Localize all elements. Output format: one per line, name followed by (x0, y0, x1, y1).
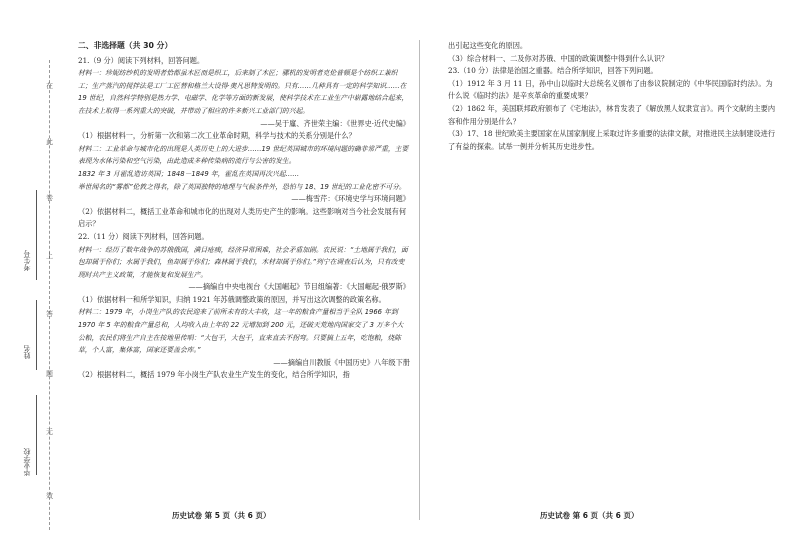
field-exam-number: 考生号 (23, 250, 31, 271)
seal-char: 答 (46, 310, 53, 318)
seal-char: 在 (46, 82, 53, 90)
seal-char: 效 (46, 492, 53, 500)
seal-char: 此 (46, 138, 53, 146)
page-5-footer: 历史试卷 第 5 页（共 6 页） (172, 511, 271, 520)
q22-material-2: 材料二：1979 年，小岗生产队的农民迎来了前所未有的大丰收，这一年的粮食产量相当于全队 1966 年到 1970 年 5 年的粮食产量总和，人均收入由上年的 22 元增加到 200 元，还破天荒地向国家交了 3 万多个大公粮，农民们将生产自主在按地里传唱：“大包干，大包干，直来直去不拐弯。只要搞上五年，吃饱粮，烧陈草，个人富，集体富，国家还要盖会库。” (78, 308, 404, 355)
field-school: 毕业学校 (23, 448, 31, 476)
page-6-column (448, 40, 778, 153)
seal-char: 上 (46, 252, 53, 260)
field-name: 姓名 (23, 345, 31, 359)
page-6-footer: 历史试卷 第 6 页（共 6 页） (540, 511, 639, 520)
section-title: 二、非选择题（共 30 分） (78, 41, 173, 50)
q22-stem: 22.（11 分）阅读下列材料，回答问题。 (78, 231, 209, 241)
q21-material-2-source: ——梅雪芹：《环境史学与环境问题》 (291, 194, 410, 204)
q21-stem: 21.（9 分）阅读下列材料，回答问题。 (78, 55, 205, 65)
field-underline (36, 190, 37, 280)
q22-question-1: （1）依据材料一和所学知识，归纳 1921 年苏俄调整政策的原因，并写出这次调整的政策名称。 (78, 294, 386, 304)
q21-material-1-source: ——吴于廑、齐世荣主编：《世界史·近代史编》 (260, 118, 410, 128)
q22-question-2-continued: 出引起这些变化的原因。 (448, 41, 528, 50)
seal-char: 卷 (46, 194, 53, 202)
q23-stem: 23.（10 分）法律是治国之重器。结合所学知识，回答下列问题。 (448, 66, 658, 76)
seal-dash-line (49, 60, 50, 530)
q22-material-2-source: ——摘编自川教版《中国历史》八年级下册 (273, 357, 410, 367)
q23-question-3: （3）17、18 世纪欧美主要国家在从国家制度上采取过许多重要的法律文献，对推进民主法制建设进行了有益的探索。试举一例并分析其历史进步性。 (448, 129, 776, 151)
q21-question-2: （2）依据材料二，概括工业革命和城市化的出现对人类历史产生的影响。这些影响对当今社会发展有何启示？ (78, 206, 407, 229)
q23-question-1: （1）1912 年 3 月 11 日，孙中山以临时大总统名义颁布了由参议院制定的《中华民国临时约法》。为什么说《临时约法》是辛亥革命的重要成果？ (448, 78, 773, 101)
column-divider (419, 40, 420, 520)
q21-material-2a: 材料二：工业革命与城市化的出现是人类历史上的大进步……19 世纪英国城市的环境问题的确非常严重，主要表现为水体污染和空气污染，由此造成多种传染病的流行与公害的发生。 (78, 144, 409, 166)
q22-question-3: （3）综合材料一、二及你对苏俄、中国的政策调整中得到什么认识？ (448, 53, 669, 63)
q22-material-1-source: ——摘编自中央电视台《大国崛起》节目组编著：《大国崛起·俄罗斯》 (188, 282, 410, 292)
binding-margin (0, 0, 70, 560)
q21-question-1: （1）根据材料一，分析第一次和第二次工业革命时期，科学与技术的关系分别是什么？ (78, 131, 356, 141)
q23-question-2: （2）1862 年，美国联邦政府颁布了《宅地法》，林肯发表了《解放黑人奴隶宣言》。两个文献的主要内容和作用分别是什么？ (448, 103, 776, 126)
q21-material-1: 材料一：珍妮纺纱机的发明者恰都虽木匠而是织工，后来制了木匠；骡机的发明者克伦普顿是个纺织工兼织工；生产蒸汽的搅拌法是工厂工匠替和格兰大设得·奥凡思特发明的。只有……几种具有一定的科学知识……在 19 世纪，自然科学特别是热力学、电磁学、化学等方面的新发展，使科学技术在工业生产中崭露地结合起来，在技术上取得一系列重大的突破，并带动了相应的许多新兴工业部门的兴起。 (78, 69, 409, 115)
q22-material-1: 材料一：经历了数年战争的苏俄俄国，满目疮痍，经济异常困难，社会矛盾加剧。农民说：“土地属于我们，面包却属于你们；水属于我们，鱼却属于你们；森林属于我们，木材却属于你们。”列宁在调查后认为，只有改变现时共产主义政策，才能恢复和发展生产。 (78, 245, 408, 279)
field-underline (36, 300, 37, 370)
seal-char: 题 (46, 370, 53, 378)
q21-material-2b: 1832 年 3 月霍乱造访英国；1848－1849 年，霍乱在英国再次兴起…… (78, 169, 300, 178)
field-underline (36, 395, 37, 475)
page-5-column (78, 40, 410, 382)
q22-question-2: （2）根据材料二，概括 1979 年小岗生产队农业生产发生的变化，结合所学知识，指 (78, 370, 350, 380)
seal-char: 无 (46, 428, 53, 436)
q21-material-2c: 举世闻名的“雾都”伦敦之得名，除了英国独特的地理与气候条件外，恐怕与 18、19 世纪的工业化密不可分。 (78, 182, 406, 191)
